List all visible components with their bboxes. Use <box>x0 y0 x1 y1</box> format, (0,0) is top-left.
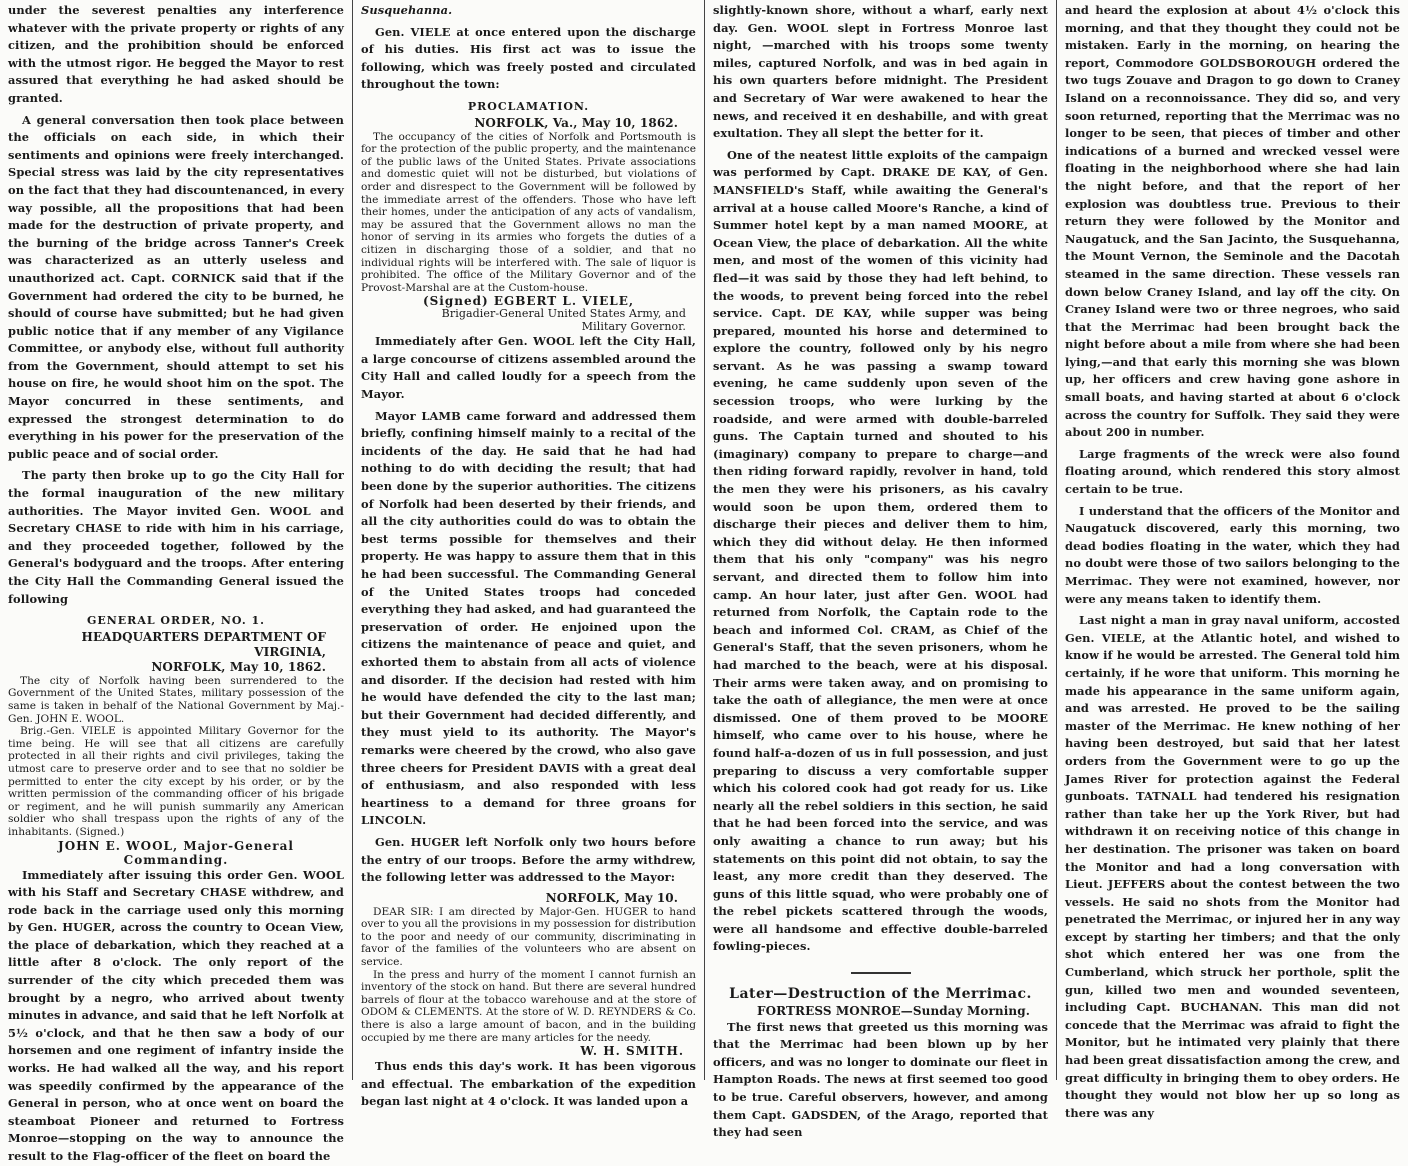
paragraph: under the severest penalties any interference whatever with the private property or rights of any citizen, and the prohibition should be enforced with the utmost rigor. He begged the Mayor to rest assured that everything he had asked should be granted. <box>8 3 344 105</box>
column-3 <box>704 0 1056 1140</box>
order-text: Brig.-Gen. VIELE is appointed Military Governor for the time being. He will see that all citizens are carefully protected in all their rights and civil privileges, taking the utmost care to preserve order and to see that no soldier be permitted to enter the city except by his order, or by the written permission of the commanding officer of his brigade or regiment, and he will punish summarily any American soldier who shall trespass upon the rights of any of the inhabitants. (Signed.) <box>8 725 344 838</box>
paragraph: Gen. VIELE at once entered upon the discharge of his duties. His first act was to issue the following, which was freely posted and circulated throughout the town: <box>361 24 696 92</box>
dateline: NORFOLK, May 10, 1862. <box>151 659 326 674</box>
signature-title: Military Governor. <box>581 319 686 333</box>
dateline: NORFOLK, Va., May 10, 1862. <box>474 115 678 130</box>
paragraph: and heard the explosion at about 4½ o'clock this morning, and that they thought they could not be mistaken. Early in the morning, on hearing the report, Commodore GOLDSBOROUGH ordered the two tugs Zouave and Dragon to go down to Craney Island on a reconnoissance. They did so, and very soon returned, reporting that the Merrimac was no longer to be seen, that pieces of timber and other indications of a burned and wrecked vessel were floating in the neighborhood where she had lain the night before, and that the report of her explosion was doubtless true. Previous to their return they were followed by the Monitor and Naugatuck, and the San Jacinto, the Susquehanna, the Mount Vernon, the Seminole and the Dacotah steamed in the same direction. These vessels ran down below Craney Island, and lay off the city. On Craney Island were two or three negroes, who said that the Merrimac had been brought back the night before about a mile from where she had been lying,—and that early this morning she was blown up, her officers and crew having gone ashore in small boats, and having started at about 6 o'clock across the country for Suffolk. They said they were about 200 in number. <box>1065 3 1400 440</box>
order-text: The city of Norfolk having been surrendered to the Government of the United States, military possession of the same is taken in behalf of the National Government by Maj.-Gen. JOHN E. WOOL. <box>8 674 344 725</box>
letter-text: DEAR SIR: I am directed by Major-Gen. HUGER to hand over to you all the provisions in my possession for distribution to the poor and needy of our community, discriminating in favor of the families of the volunteers who are absent on service. <box>361 905 696 969</box>
paragraph: Susquehanna. <box>361 3 453 17</box>
section-title: Later—Destruction of the Merrimac. <box>729 986 1032 1003</box>
proclamation-heading: PROCLAMATION. <box>467 99 590 113</box>
signature: (Signed) EGBERT L. VIELE, <box>422 294 635 309</box>
column-1 <box>0 0 352 1163</box>
dateline: FORTRESS MONROE—Sunday Morning. <box>756 1003 1030 1018</box>
paragraph: Thus ends this day's work. It has been vigorous and effectual. The embarkation of the expedition began last night at 4 o'clock. It was landed upon a <box>361 1059 696 1109</box>
signature-title: Brigadier-General United States Army, and <box>441 307 686 321</box>
paragraph: Last night a man in gray naval uniform, accosted Gen. VIELE, at the Atlantic hotel, and wished to know if he would be arrested. The General told him certainly, if he wore that uniform. This morning he made his appearance in the same uniform again, and was arrested. He proved to be the sailing master of the Merrimac. He knew nothing of her having been destroyed, but said that her latest orders from the Government were to go up the James River for protection against the Federal gunboats. TATNALL had tendered his resignation rather than take her up the York River, but had withdrawn it on receiving notice of this change in her destination. The prisoner was taken on board the Monitor and had a long conversation with Lieut. JEFFERS about the contest between the two vessels. He said no shots from the Monitor had penetrated the Merrimac, or injured her in any way except by starting her timbers; and that the only shot which entered her was one from the Cumberland, which struck her porthole, split the gun, killed two men and wounded seventeen, including Capt. BUCHANAN. This man did not concede that the Merrimac was afraid to fight the Monitor, but he intimated very plainly that there had been great dissatisfaction among the crew, and great difficulty in bringing them to obey orders. He thought they would not blow her up so long as there was any <box>1065 613 1400 1120</box>
proclamation-text: The occupancy of the cities of Norfolk and Portsmouth is for the protection of the public property, and the maintenance of the public laws of the United States. Private associations and domestic quiet will not be disturbed, but violations of order and disrespect to the Government will be followed by the immediate arrest of the offenders. Those who have left their homes, under the anticipation of any acts of vandalism, may be assured that the Government allows no man the honor of serving in its armies who forgets the duties of a citizen in discharging those of a soldier, and that no individual rights will be interfered with. The sale of liquor is prohibited. The office of the Military Governor and of the Provost-Marshal are at the Custom-house. <box>361 130 696 294</box>
paragraph: Gen. HUGER left Norfolk only two hours before the entry of our troops. Before the army withdrew, the following letter was addressed to the Mayor: <box>361 834 696 885</box>
paragraph: Immediately after issuing this order Gen. WOOL with his Staff and Secretary CHASE withdrew, and rode back in the carriage used only this morning by Gen. HUGER, across the country to Ocean View, the place of debarkation, which they reached at a little after 8 o'clock. The only report of the surrender of the city which preceded them was brought by a negro, who arrived about twenty minutes in advance, and said that he left Norfolk at 5½ o'clock, and that he then saw a body of our horsemen and one regiment of infantry inside the works. He had walked all the way, and his report was speedily confirmed by the appearance of the General in person, who at once went on board the steamboat Pioneer and returned to Fortress Monroe—stopping on the way to announce the result to the Flag-officer of the fleet on board the <box>8 867 344 1163</box>
paragraph: A general conversation then took place between the officials on each side, in which their sentiments and opinions were freely interchanged. Special stress was laid by the city representatives on the fact that they had discountenanced, in every way possible, all the propositions that had been made for the destruction of private property, and the burning of the bridge across Tanner's Creek was characterized as an utterly useless and unauthorized act. Capt. CORNICK said that if the Government had ordered the city to be burned, he should of course have submitted; but he had given public notice that if any member of any Vigilance Committee, or anybody else, without full authority from the Government, should attempt to set his house on fire, he would shoot him on the spot. The Mayor concurred in these sentiments, and expressed the strongest determination to do everything in his power for the preservation of the public peace and of social order. <box>8 112 344 461</box>
order-heading: GENERAL ORDER, NO. 1. <box>86 614 266 628</box>
paragraph: The party then broke up to go the City Hall for the formal inauguration of the new military authorities. The Mayor invited Gen. WOOL and Secretary CHASE to ride with him in his carriage, and they proceeded together, followed by the General's bodyguard and the troops. After entering the City Hall the Commanding General issued the following <box>8 468 344 606</box>
paragraph: The first news that greeted us this morning was that the Merrimac had been blown up by her officers, and was no longer to dominate our fleet in Hampton Roads. The news at first seemed too good to be true. Careful observers, however, and among them Capt. GADSDEN, of the Arago, reported that they had seen <box>713 1019 1048 1140</box>
signature: JOHN E. WOOL, Major-General Commanding. <box>58 838 294 867</box>
paragraph: One of the neatest little exploits of the campaign was performed by Capt. DRAKE DE KAY, of Gen. MANSFIELD's Staff, while awaiting the General's arrival at a house called Moore's Ranche, a kind of Summer hotel kept by a man named MOORE, at Ocean View, the place of debarkation. All the white men, and most of the women of this vicinity had fled—it was said by those they had left behind, to the woods, to prevent being forced into the rebel service. Capt. DE KAY, while supper was being prepared, mounted his horse and determined to explore the country, followed only by his negro servant. As he was passing a swamp toward evening, he came suddenly upon seven of the secession troops, who were lurking by the roadside, and were armed with double-barreled guns. The Captain turned and shouted to his (imaginary) company to prepare to charge—and then riding forward rapidly, revolver in hand, told the men they were his prisoners, as his cavalry would soon be upon them, ordered them to discharge their pieces and deliver them to him, which they did without delay. He then informed them that his only "company" was his negro servant, and directed them to follow him into camp. An hour later, just after Gen. WOOL had returned from Norfolk, the Captain rode to the beach and informed Col. CRAM, as Chief of the General's Staff, that the seven prisoners, whom he had marched to the beach, were at his disposal. Their arms were taken away, and on promising to take the oath of allegiance, the men were at once dismissed. One of them proved to be MOORE himself, who came over to his house, where he found half-a-dozen of us in full possession, and just preparing to discuss a very comfortable supper which his colored cook had got ready for us. Like nearly all the rebel soldiers in this section, he said that he had been forced into the service, and was only awaiting a chance to run away; but his statements on this point did not obtain, to say the least, any more credit than they deserved. The guns of this little squad, who were probably one of the rebel pickets scattered through the woods, were all handsome and effective double-barreled fowling-pieces. <box>713 147 1048 954</box>
paragraph: Immediately after Gen. WOOL left the City Hall, a large concourse of citizens assembled around the City Hall and called loudly for a speech from the Mayor. <box>361 334 696 402</box>
letter-text: In the press and hurry of the moment I cannot furnish an inventory of the stock on hand. But there are several hundred barrels of flour at the tobacco warehouse and at the store of ODOM & CLEMENTS. At the store of W. D. REYNDERS & Co. there is also a large amount of bacon, and in the building occupied by me there are many articles for the needy. <box>361 968 696 1044</box>
column-4 <box>1056 0 1408 1120</box>
paragraph: slightly-known shore, without a wharf, early next day. Gen. WOOL slept in Fortress Monroe last night, —marched with his troops some twenty miles, captured Norfolk, and was in bed again in his own quarters before midnight. The President and Secretary of War were awakened to hear the news, and received it en deshabille, and with great exultation. They all slept the better for it. <box>713 3 1048 141</box>
dateline: NORFOLK, May 10. <box>545 890 678 905</box>
column-2 <box>352 0 704 1109</box>
paragraph: Large fragments of the wreck were also found floating around, which rendered this story almost certain to be true. <box>1065 446 1400 497</box>
dateline: HEADQUARTERS DEPARTMENT OF VIRGINIA, <box>81 629 326 659</box>
paragraph: Mayor LAMB came forward and addressed them briefly, confining himself mainly to a recital of the incidents of the day. He said that he had had nothing to do with deciding the result; that had been done by the superior authorities. The citizens of Norfolk had been deserted by their friends, and all the city authorities could do was to obtain the best terms possible for themselves and their property. He was happy to assure them that in this he had been successful. The Commanding General of the United States troops had conceded everything they had asked, and had guaranteed the preservation of order. He enjoined upon the citizens the maintenance of peace and quiet, and exhorted them to abstain from all acts of violence and disorder. If the decision had rested with him he would have defended the city to the last man; but their Government had decided differently, and they must yield to its authority. The Mayor's remarks were cheered by the crowd, who also gave three cheers for President DAVIS with a great deal of enthusiasm, and also responded with less heartiness to a demand for three groans for LINCOLN. <box>361 408 696 828</box>
signature: W. H. SMITH. <box>580 1044 684 1059</box>
paragraph: I understand that the officers of the Monitor and Naugatuck discovered, early this morning, two dead bodies floating in the water, which they had no doubt were those of two sailors belonging to the Merrimac. They were not examined, however, nor were any means taken to identify them. <box>1065 503 1400 606</box>
section-divider <box>851 972 911 974</box>
